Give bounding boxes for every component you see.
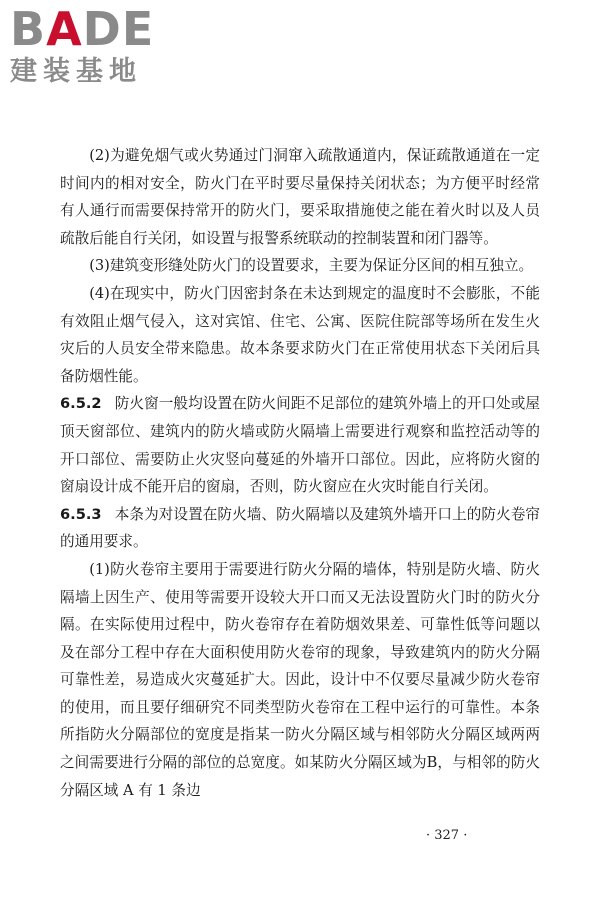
logo-letter-a-accent: A [46,2,83,56]
section-text: 防火窗一般均设置在防火间距不足部位的建筑外墙上的开口处或屋顶天窗部位、建筑内的防火墙或防火隔墙上需要进行观察和监控活动等的开口部位、需要防止火灾竖向蔓延的外墙开口部位。因此，应将防火窗的窗扇设计成不能开启的窗扇，否则，防火窗应在火灾时能自行关闭。 [60,395,540,496]
document-body [60,142,540,804]
logo-wordmark [10,2,155,56]
paragraph-item-1-rolling-shutter: (1)防火卷帘主要用于需要进行防火分隔的墙体，特别是防火墙、防火隔墙上因生产、使用等需要开设较大开口而又无法设置防火门时的防火分隔。在实际使用过程中，防火卷帘存在着防烟效果差、可靠性低等问题以及在部分工程中存在大面积使用防火卷帘的现象，导致建筑内的防火分隔可靠性差，易造成火灾蔓延扩大。因此，设计中不仅要尽量减少防火卷帘的使用，而且要仔细研究不同类型防火卷帘在工程中运行的可靠性。本条所指防火分隔部位的宽度是指某一防火分隔区域与相邻防火分隔区域两两之间需要进行分隔的部位的总宽度。如某防火分隔区域为B，与相邻的防火分隔区域 A 有 1 条边 [60,560,540,799]
section-6-5-2 [60,390,540,500]
section-number: 6.5.2 [60,395,102,413]
section-text: 本条为对设置在防火墙、防火隔墙以及建筑外墙开口上的防火卷帘的通用要求。 [60,505,540,551]
paragraph-item-3: (3)建筑变形缝处防火门的设置要求，主要为保证分区间的相互独立。 [89,257,534,275]
section-number: 6.5.3 [60,505,102,523]
logo-subtitle: 建装基地 [10,56,142,87]
page-number: · 327 · [426,828,468,843]
logo-letter-b: B [10,2,47,56]
section-6-5-3 [60,501,540,556]
paragraph-item-2: (2)为避免烟气或火势通过门洞窜入疏散通道内，保证疏散通道在一定时间内的相对安全，防火门在平时要尽量保持关闭状态；为方便平时经常有人通行而需要保持常开的防火门，要采取措施使之能在着火时以及人员疏散后能自行关闭，如设置与报警系统联动的控制装置和闭门器等。 [60,147,540,247]
logo-letters-de: DE [82,2,155,56]
brand-logo [10,2,180,88]
paragraph-item-4: (4)在现实中，防火门因密封条在未达到规定的温度时不会膨胀，不能有效阻止烟气侵入，这对宾馆、住宅、公寓、医院住院部等场所在发生火灾后的人员安全带来隐患。故本条要求防火门在正常使用状态下关闭后具备防烟性能。 [60,284,540,385]
